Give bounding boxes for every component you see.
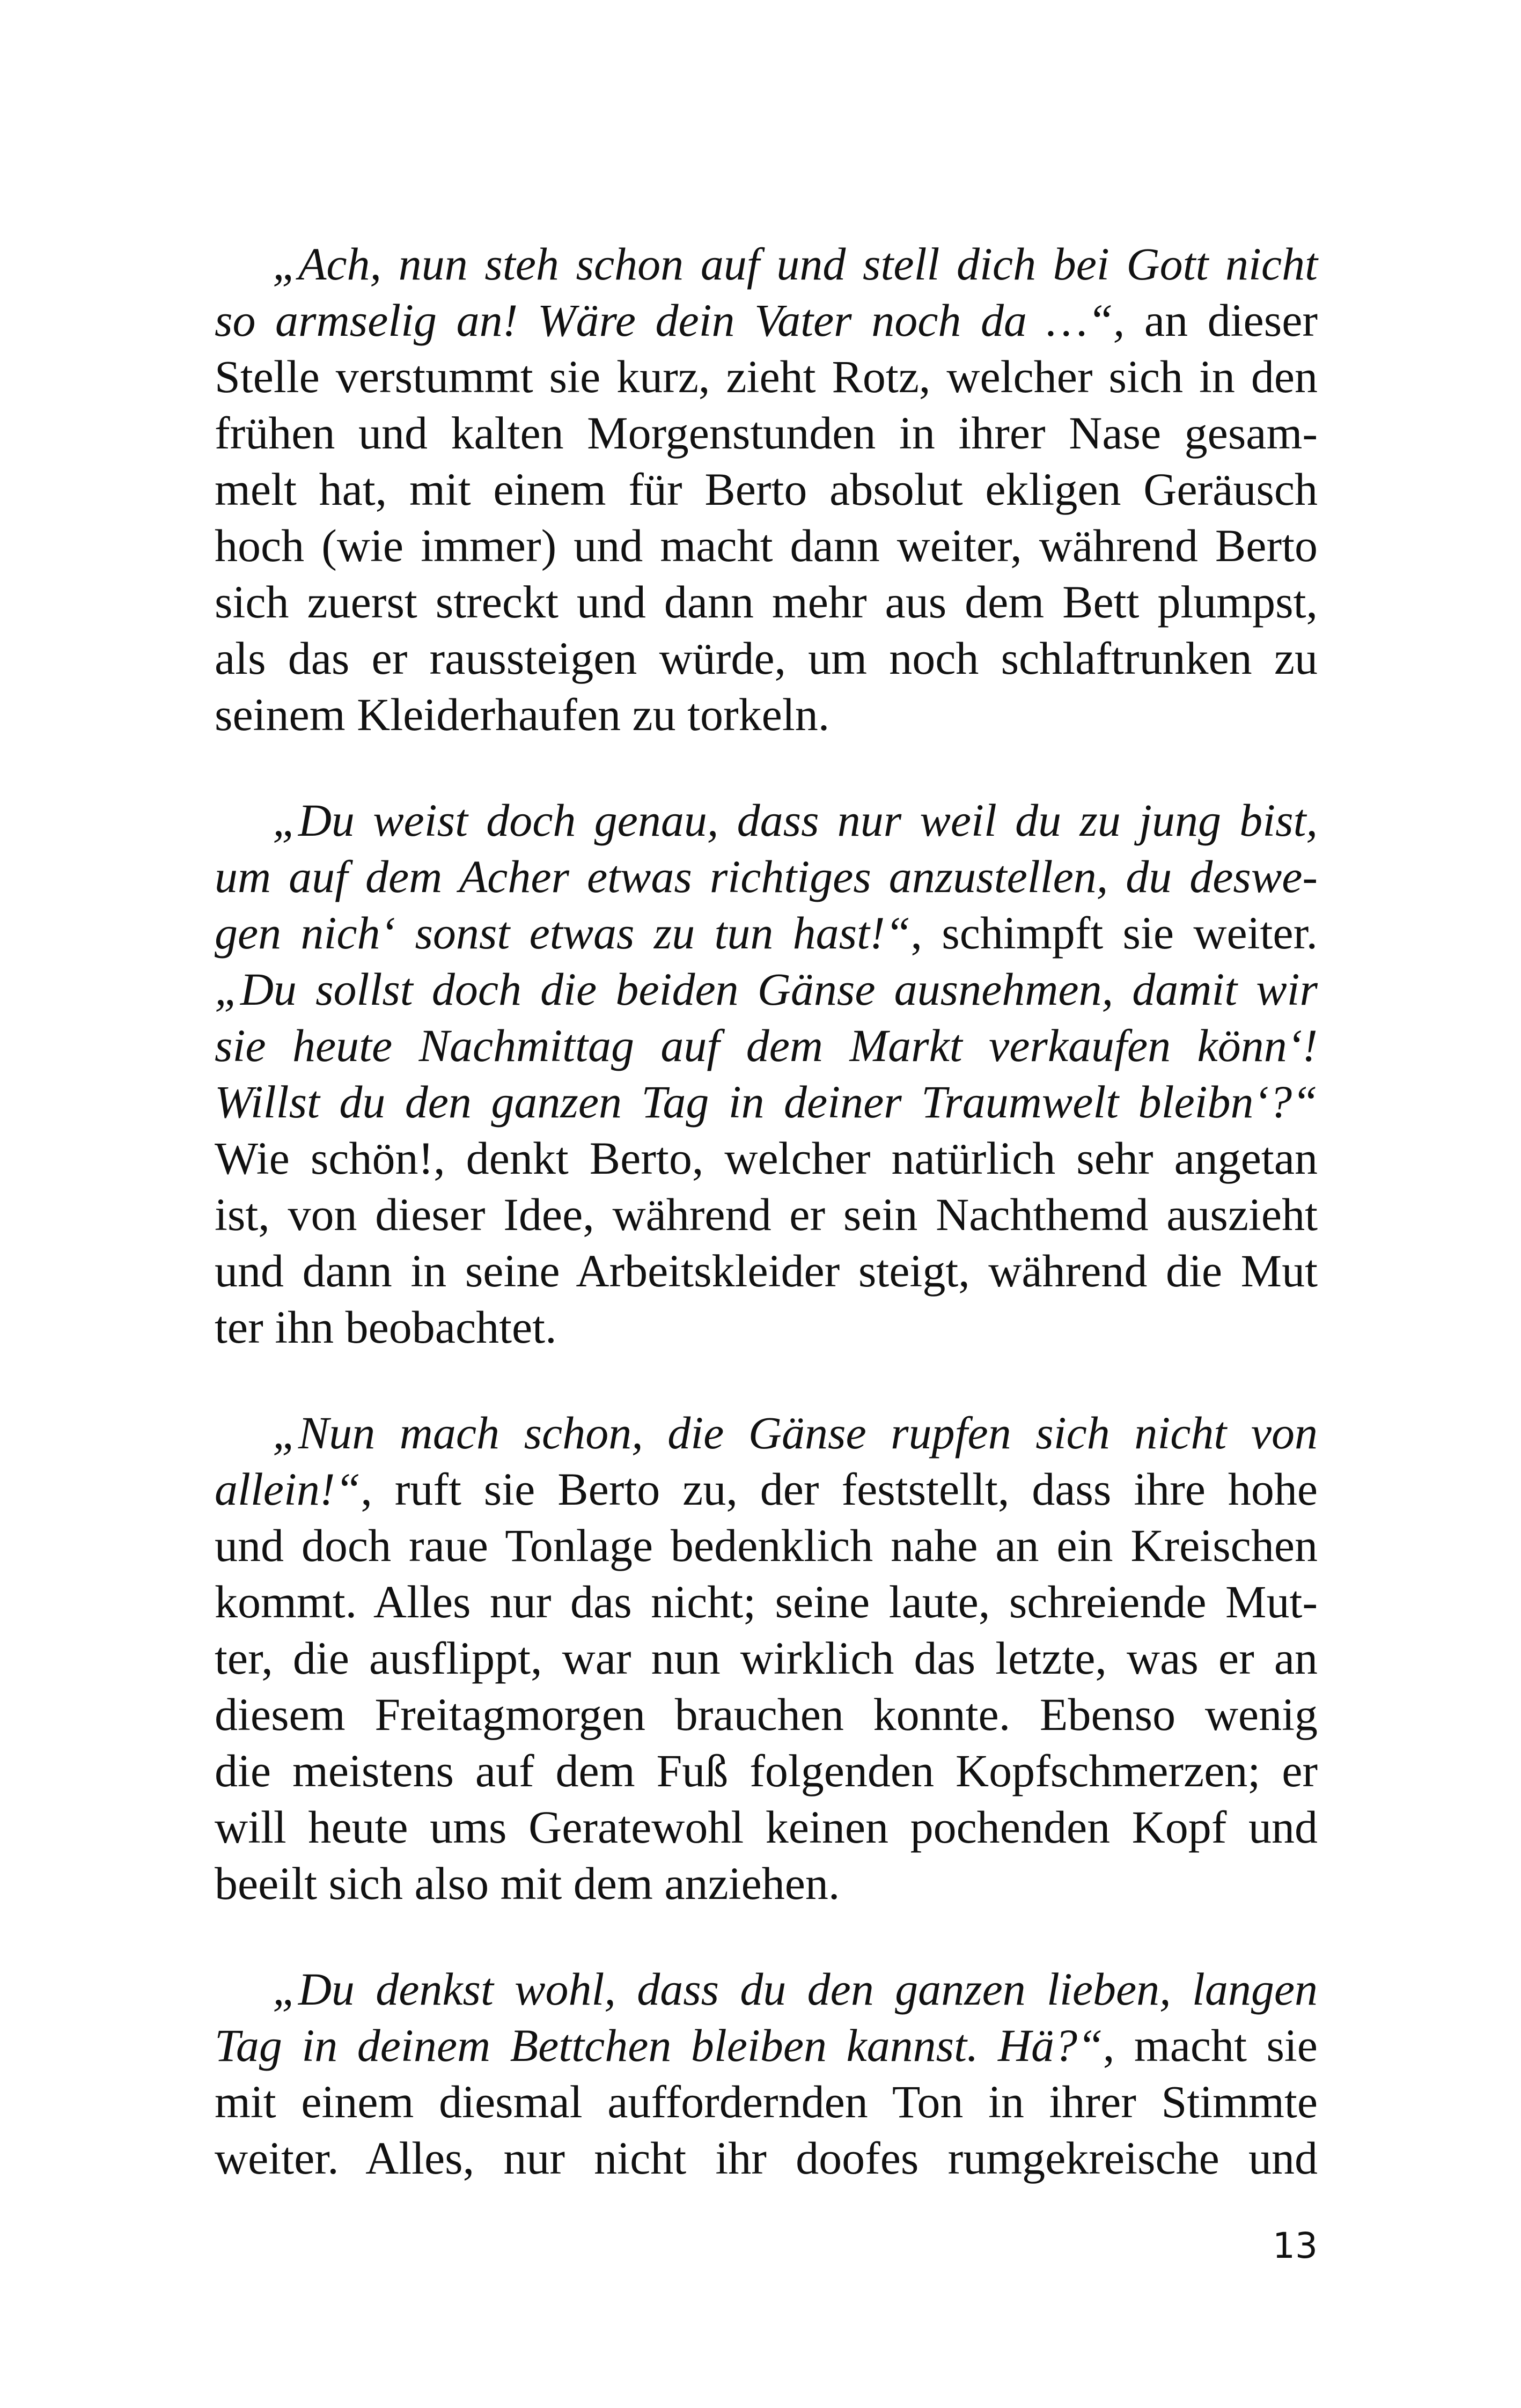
body-text: ist, von dieser Idee, während er sein Nachthemd auszieht bbox=[215, 1189, 1318, 1240]
text-line bbox=[215, 1461, 1318, 1518]
text-line bbox=[215, 1518, 1318, 1574]
text-line bbox=[215, 1743, 1318, 1799]
body-text: beeilt sich also mit dem anziehen. bbox=[215, 1858, 840, 1909]
body-text: hoch (wie immer) und macht dann weiter, während Berto bbox=[215, 520, 1318, 571]
text-line bbox=[215, 574, 1318, 630]
body-text: Stelle verstummt sie kurz, zieht Rotz, welcher sich in den bbox=[215, 351, 1318, 402]
body-text: , ruft sie Berto zu, der feststellt, dass ihre hohe bbox=[361, 1463, 1318, 1515]
text-line bbox=[215, 1074, 1318, 1130]
text-line bbox=[215, 349, 1318, 405]
text-line bbox=[215, 1855, 1318, 1912]
text-line bbox=[215, 1405, 1318, 1461]
text-line bbox=[215, 1687, 1318, 1743]
text-line bbox=[215, 1243, 1318, 1299]
body-text: ter ihn beobachtet. bbox=[215, 1301, 557, 1353]
paragraph bbox=[215, 1405, 1318, 1912]
text-line bbox=[215, 630, 1318, 687]
body-text: diesem Freitagmorgen brauchen konnte. Ebenso wenig bbox=[215, 1689, 1318, 1740]
text-line bbox=[215, 405, 1318, 461]
text-line bbox=[215, 1130, 1318, 1187]
text-line bbox=[215, 1630, 1318, 1687]
body-text: frühen und kalten Morgenstunden in ihrer Nase gesam- bbox=[215, 407, 1318, 459]
italic-speech-text: „Du weist doch genau, dass nur weil du zu jung bist, bbox=[273, 794, 1318, 846]
text-line bbox=[215, 1799, 1318, 1855]
text-line bbox=[215, 849, 1318, 905]
text-line bbox=[215, 518, 1318, 574]
body-text: Wie schön!, denkt Berto, welcher natürlich sehr angetan bbox=[215, 1132, 1318, 1184]
italic-speech-text: um auf dem Acher etwas richtiges anzustellen, du deswe- bbox=[215, 851, 1318, 902]
body-text: melt hat, mit einem für Berto absolut ekligen Geräusch bbox=[215, 463, 1318, 515]
paragraph bbox=[215, 792, 1318, 1356]
italic-speech-text: sie heute Nachmittag auf dem Markt verkaufen könn‘! bbox=[215, 1020, 1318, 1071]
body-text: ter, die ausflippt, war nun wirklich das letzte, was er an bbox=[215, 1632, 1318, 1684]
body-text: und doch raue Tonlage bedenklich nahe an ein Kreischen bbox=[215, 1520, 1318, 1571]
body-text: , schimpft sie weiter. bbox=[910, 907, 1318, 959]
italic-speech-text: Willst du den ganzen Tag in deiner Traumwelt bleibn‘?“ bbox=[215, 1076, 1318, 1128]
body-text: kommt. Alles nur das nicht; seine laute, schreiende Mut- bbox=[215, 1576, 1318, 1628]
text-line bbox=[215, 687, 1318, 743]
italic-speech-text: so armselig an! Wäre dein Vater noch da …“, bbox=[215, 294, 1125, 346]
italic-speech-text: Tag in deinem Bettchen bleiben kannst. Hä?“ bbox=[215, 2020, 1103, 2071]
text-line bbox=[215, 2017, 1318, 2074]
italic-speech-text: allein!“ bbox=[215, 1463, 361, 1515]
paragraph-gap bbox=[215, 1912, 1318, 1961]
paragraph-gap bbox=[215, 1356, 1318, 1405]
body-text: und dann in seine Arbeitskleider steigt, während die Mut bbox=[215, 1245, 1318, 1297]
text-line bbox=[215, 1299, 1318, 1356]
body-text: mit einem diesmal auffordernden Ton in ihrer Stimmte bbox=[215, 2076, 1318, 2127]
text-line bbox=[215, 1961, 1318, 2017]
book-page bbox=[215, 236, 1318, 2186]
body-text: will heute ums Geratewohl keinen pochenden Kopf und bbox=[215, 1801, 1318, 1853]
paragraph-gap bbox=[215, 743, 1318, 792]
text-line bbox=[215, 961, 1318, 1018]
body-text: sich zuerst streckt und dann mehr aus dem Bett plumpst, bbox=[215, 576, 1318, 628]
text-line bbox=[215, 236, 1318, 292]
body-text: an dieser bbox=[1125, 294, 1318, 346]
italic-speech-text: gen nich‘ sonst etwas zu tun hast!“ bbox=[215, 907, 911, 959]
body-text: weiter. Alles, nur nicht ihr doofes rumgekreische und bbox=[215, 2132, 1318, 2184]
text-line bbox=[215, 292, 1318, 349]
italic-speech-text: „Ach, nun steh schon auf und stell dich bei Gott nicht bbox=[273, 238, 1318, 290]
text-line bbox=[215, 1018, 1318, 1074]
text-line bbox=[215, 905, 1318, 961]
text-line bbox=[215, 1187, 1318, 1243]
text-line bbox=[215, 1574, 1318, 1630]
italic-speech-text: „Du denkst wohl, dass du den ganzen lieben, langen bbox=[273, 1963, 1318, 2015]
body-text: , macht sie bbox=[1103, 2020, 1318, 2071]
paragraph bbox=[215, 1961, 1318, 2186]
body-text: die meistens auf dem Fuß folgenden Kopfschmerzen; er bbox=[215, 1745, 1318, 1796]
text-line bbox=[215, 792, 1318, 849]
italic-speech-text: „Du sollst doch die beiden Gänse ausnehmen, damit wir bbox=[215, 963, 1318, 1015]
text-line bbox=[215, 461, 1318, 518]
body-text: seinem Kleiderhaufen zu torkeln. bbox=[215, 689, 830, 740]
paragraph bbox=[215, 236, 1318, 743]
text-line bbox=[215, 2074, 1318, 2130]
body-text: als das er raussteigen würde, um noch schlaftrunken zu bbox=[215, 632, 1318, 684]
page-number: 13 bbox=[1273, 2225, 1318, 2266]
text-line bbox=[215, 2130, 1318, 2186]
italic-speech-text: „Nun mach schon, die Gänse rupfen sich nicht von bbox=[273, 1407, 1318, 1459]
